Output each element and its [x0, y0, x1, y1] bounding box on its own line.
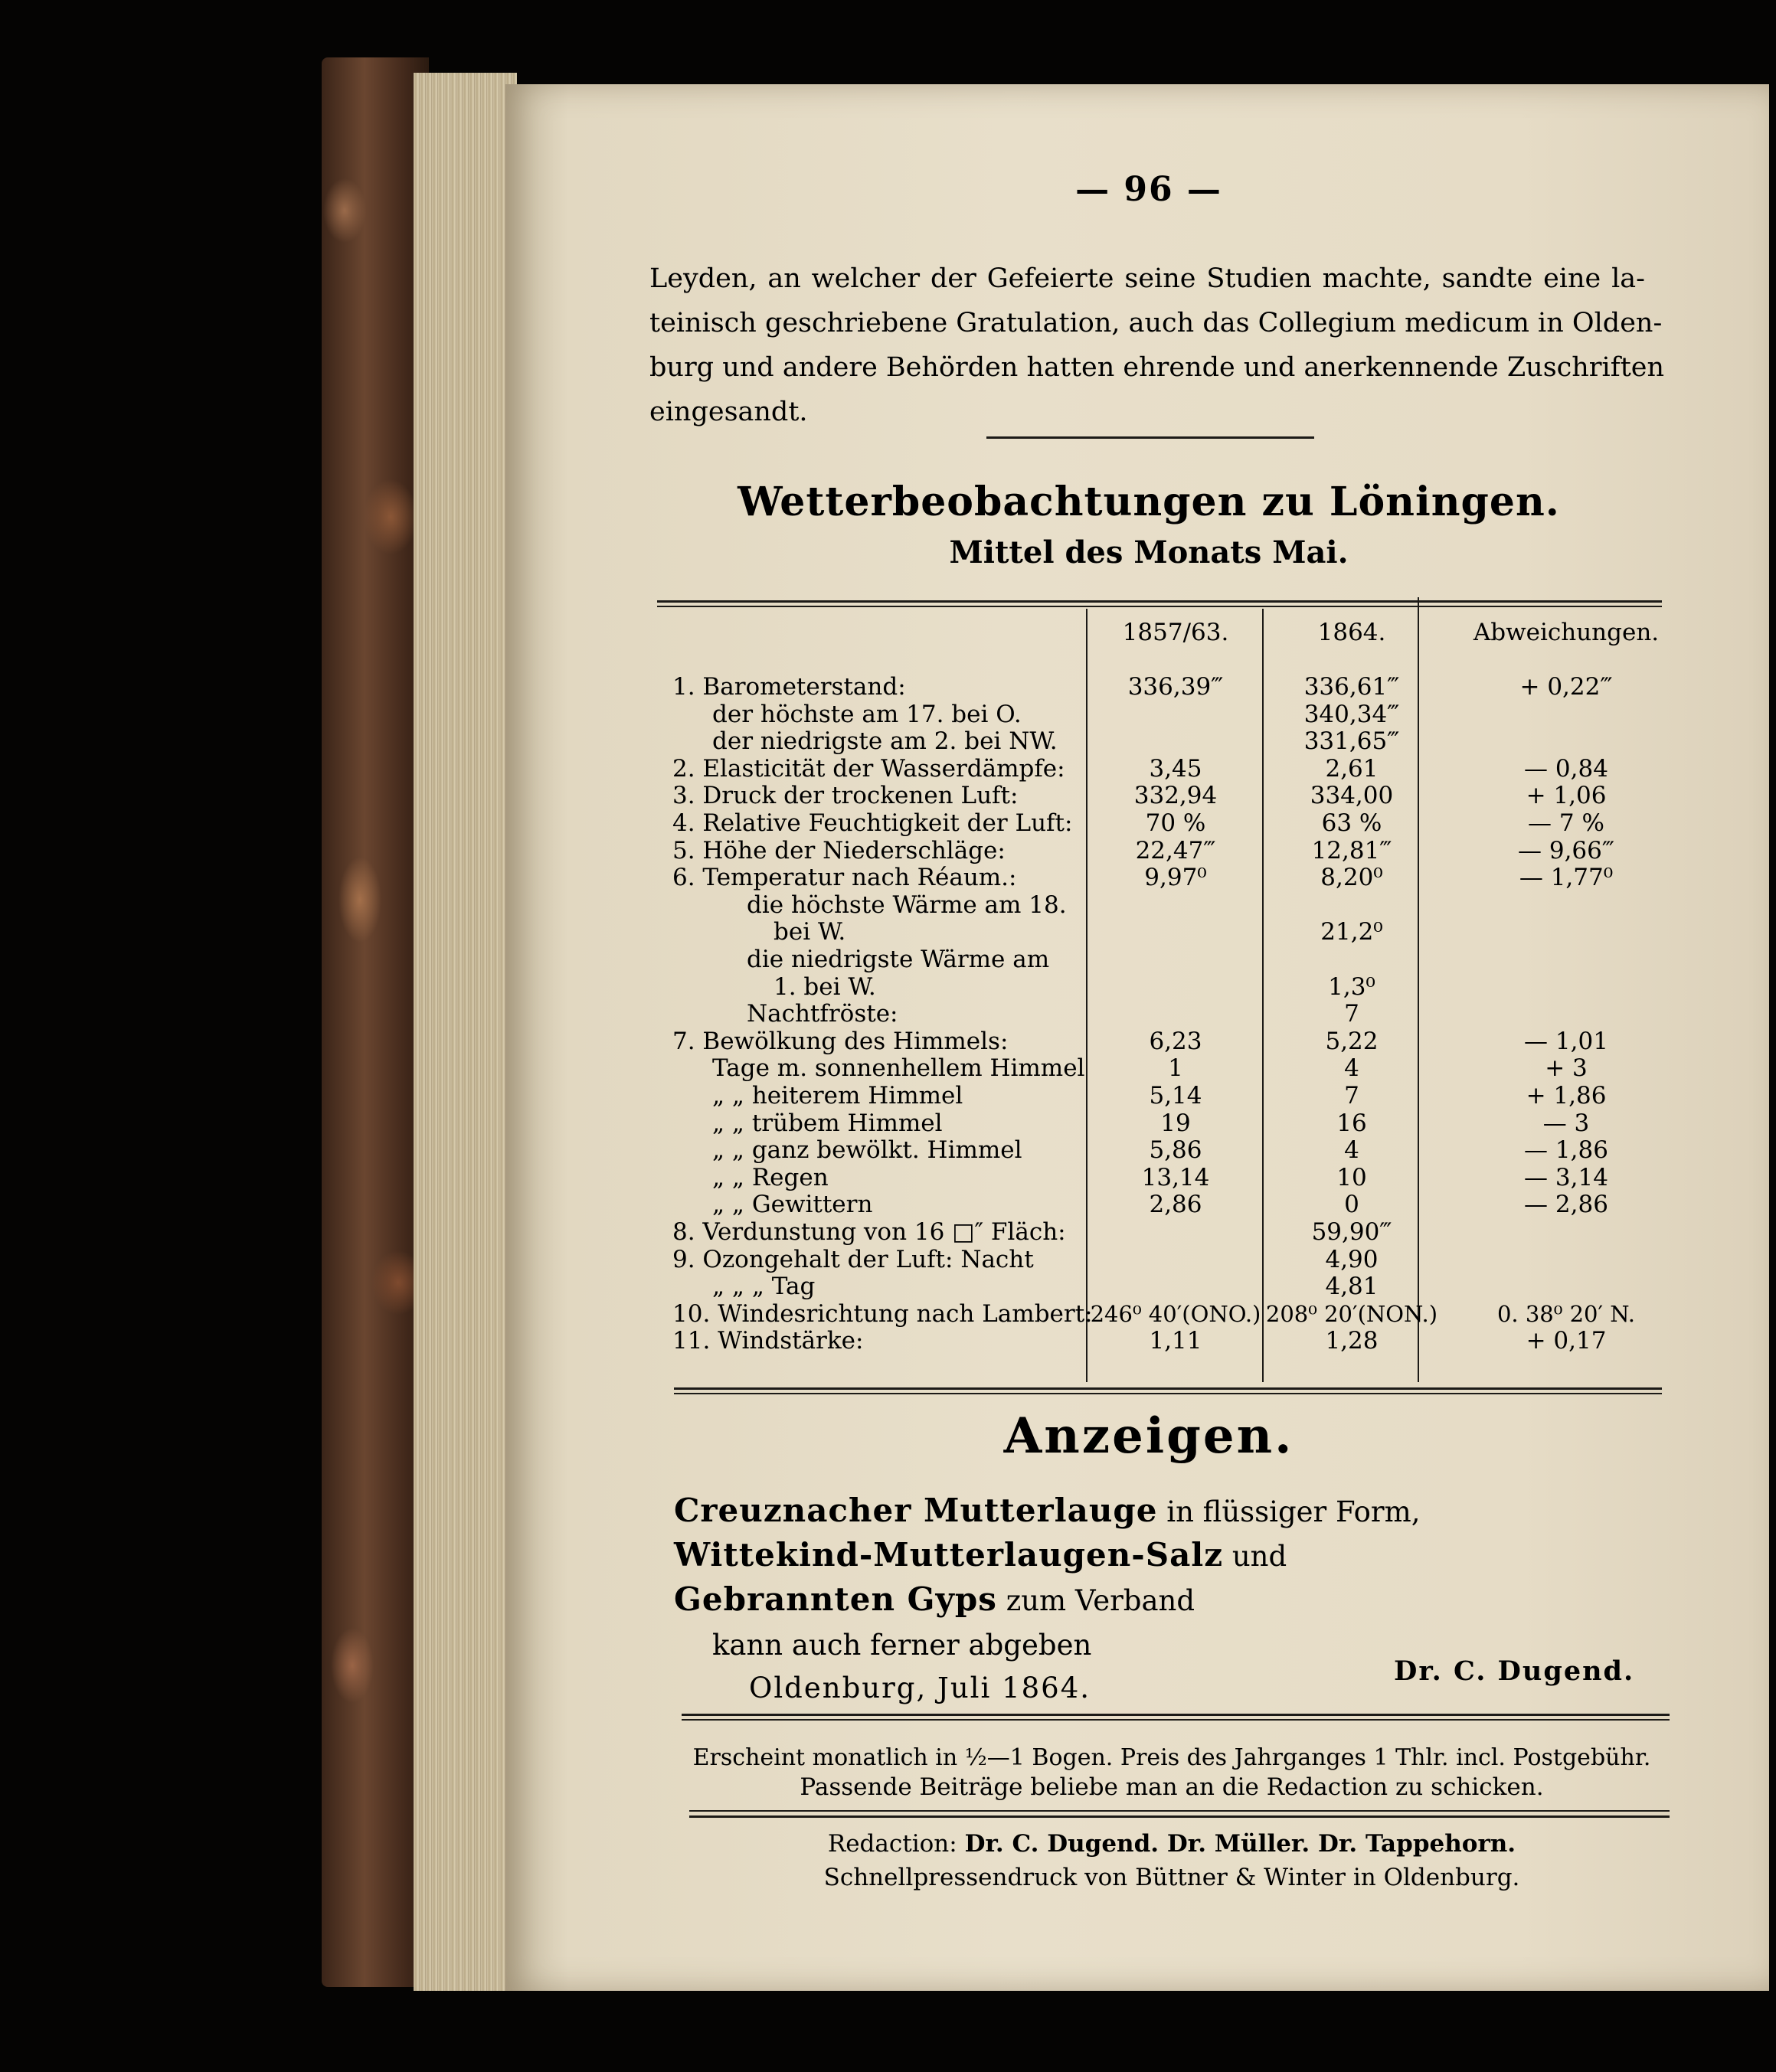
value-1857-63: 5,86	[1149, 1136, 1202, 1165]
book-spine	[322, 57, 429, 1987]
value-1864: 10	[1336, 1163, 1367, 1191]
ad-text: und	[1223, 1540, 1287, 1573]
redaction-label: Redaction:	[827, 1830, 957, 1858]
value-1864: 59,90‴	[1311, 1218, 1392, 1246]
row-label: 9. Ozongehalt der Luft: Nacht	[672, 1245, 1034, 1273]
value-deviation: — 1,86	[1524, 1136, 1608, 1165]
row-label: „ „ trübem Himmel	[712, 1109, 943, 1137]
value-1864: 334,00	[1310, 782, 1394, 810]
footer-contributions: Passende Beiträge beliebe man an die Redaction zu schicken.	[800, 1773, 1544, 1801]
value-deviation: — 9,66‴	[1518, 836, 1614, 864]
value-1864: 336,61‴	[1303, 673, 1400, 701]
value-1857-63: 332,94	[1133, 782, 1218, 810]
value-1864: 1,28	[1325, 1327, 1379, 1355]
ad-product: Gebrannten Gyps	[674, 1580, 997, 1618]
row-label: 8. Verdunstung von 16 □″ Fläch:	[672, 1218, 1066, 1246]
value-deviation: — 0,84	[1524, 754, 1608, 783]
table-column-divider	[1086, 609, 1088, 1382]
ad-product: Creuznacher Mutterlauge	[674, 1492, 1158, 1529]
value-1864: 63 %	[1321, 809, 1382, 837]
value-deviation: — 3,14	[1524, 1163, 1608, 1191]
value-1864: 4	[1344, 1136, 1359, 1165]
value-deviation: — 2,86	[1524, 1191, 1608, 1219]
column-header-abweichungen: Abweichungen.	[1473, 619, 1660, 646]
ad-text: in flüssiger Form,	[1157, 1495, 1421, 1528]
ad-line	[674, 1580, 1195, 1618]
ad-line	[674, 1492, 1420, 1529]
paragraph-line: teinisch geschriebene Gratulation, auch das Collegium medicum in Olden-	[649, 308, 1663, 338]
value-1864: 340,34‴	[1303, 700, 1400, 728]
row-label: 7. Bewölkung des Himmels:	[672, 1027, 1009, 1055]
row-label: die höchste Wärme am 18.	[747, 891, 1067, 919]
row-label: 2. Elasticität der Wasserdämpfe:	[672, 754, 1065, 783]
row-label: 6. Temperatur nach Réaum.:	[672, 864, 1017, 892]
table-bottom-rule	[674, 1387, 1662, 1390]
ad-text: Oldenburg, Juli 1864.	[749, 1672, 1091, 1704]
section-divider	[986, 436, 1314, 439]
value-1857-63: 3,45	[1149, 754, 1202, 783]
row-label: 3. Druck der trockenen Luft:	[672, 782, 1019, 810]
paragraph-line: eingesandt.	[649, 397, 808, 427]
row-label: der niedrigste am 2. bei NW.	[712, 727, 1058, 756]
row-label: 11. Windstärke:	[672, 1327, 864, 1355]
value-1864: 0	[1344, 1191, 1359, 1219]
page-number: — 96 —	[1075, 170, 1222, 209]
value-deviation: + 1,86	[1526, 1082, 1607, 1110]
ad-line	[749, 1668, 1091, 1705]
ad-text: zum Verband	[996, 1584, 1195, 1617]
row-label: 1. bei W.	[774, 972, 876, 1001]
footer-redaction	[674, 1830, 1670, 1858]
row-label: „ „ Regen	[712, 1163, 829, 1191]
weather-title: Wetterbeobachtungen zu Löningen.	[738, 479, 1560, 525]
value-1857-63: 22,47‴	[1135, 836, 1216, 864]
value-deviation: 0. 38⁰ 20′ N.	[1496, 1300, 1636, 1327]
value-deviation: — 3	[1542, 1109, 1590, 1137]
value-1857-63: 336,39‴	[1127, 673, 1224, 701]
footer-rule-4	[689, 1815, 1670, 1818]
footer-subscription: Erscheint monatlich in ½—1 Bogen. Preis des Jahrganges 1 Thlr. incl. Postgebühr.	[692, 1744, 1651, 1771]
value-deviation: — 1,77⁰	[1519, 864, 1614, 892]
value-1864: 8,20⁰	[1320, 864, 1383, 892]
row-label: die niedrigste Wärme am	[747, 946, 1050, 973]
column-header-1857-63: 1857/63.	[1122, 619, 1229, 646]
column-header-1864: 1864.	[1317, 619, 1386, 646]
value-1864: 4,90	[1325, 1245, 1379, 1273]
row-label: Nachtfröste:	[747, 1000, 898, 1028]
value-1864: 12,81‴	[1311, 836, 1392, 864]
value-deviation: + 0,22‴	[1519, 673, 1613, 701]
footer-printer: Schnellpressendruck von Büttner & Winter in Oldenburg.	[823, 1864, 1520, 1891]
value-1857-63: 6,23	[1149, 1027, 1202, 1055]
value-1857-63: 5,14	[1149, 1082, 1202, 1110]
footer-rule-2	[682, 1719, 1670, 1721]
value-1857-63: 13,14	[1141, 1163, 1210, 1191]
intro-paragraph	[649, 257, 1665, 434]
row-label: „ „ ganz bewölkt. Himmel	[712, 1136, 1022, 1165]
row-label: 5. Höhe der Niederschläge:	[672, 836, 1006, 864]
row-label: „ „ heiterem Himmel	[712, 1082, 963, 1110]
value-1857-63: 70 %	[1145, 809, 1206, 837]
value-1864: 4	[1344, 1054, 1359, 1083]
value-1864: 5,22	[1325, 1027, 1379, 1055]
value-1864: 7	[1344, 1082, 1359, 1110]
value-1857-63: 19	[1160, 1109, 1191, 1137]
row-label: 4. Relative Feuchtigkeit der Luft:	[672, 809, 1073, 837]
value-1864: 1,3⁰	[1328, 972, 1375, 1001]
value-1864: 4,81	[1325, 1273, 1379, 1301]
value-1864: 16	[1336, 1109, 1367, 1137]
value-1864: 331,65‴	[1303, 727, 1400, 756]
ads-title: Anzeigen.	[1003, 1407, 1294, 1465]
ad-line	[712, 1625, 1091, 1662]
row-label: 1. Barometerstand:	[672, 673, 906, 701]
value-1857-63: 1	[1168, 1054, 1183, 1083]
row-label: der höchste am 17. bei O.	[712, 700, 1022, 728]
row-label: „ „ Gewittern	[712, 1191, 873, 1219]
paragraph-line: burg und andere Behörden hatten ehrende und anerkennende Zuschriften	[649, 352, 1665, 383]
value-1857-63: 9,97⁰	[1144, 864, 1207, 892]
ad-line	[674, 1536, 1287, 1574]
value-1857-63: 2,86	[1149, 1191, 1202, 1219]
table-bottom-rule-2	[674, 1393, 1662, 1394]
ad-text: kann auch ferner abgeben	[712, 1629, 1092, 1662]
value-1857-63: 1,11	[1149, 1327, 1202, 1355]
redaction-names: Dr. C. Dugend. Dr. Müller. Dr. Tappehorn.	[964, 1830, 1516, 1858]
row-label: bei W.	[774, 918, 846, 946]
ad-signature: Dr. C. Dugend.	[1394, 1655, 1635, 1687]
footer-rule-3	[689, 1810, 1670, 1812]
value-deviation: + 0,17	[1526, 1327, 1607, 1355]
value-deviation: + 3	[1545, 1054, 1588, 1083]
value-1864: 2,61	[1325, 754, 1379, 783]
weather-subtitle: Mittel des Monats Mai.	[949, 534, 1349, 570]
table-top-rule-2	[657, 606, 1662, 607]
table-top-rule	[657, 600, 1662, 603]
ad-product: Wittekind-Mutterlaugen-Salz	[674, 1536, 1224, 1574]
value-1857-63: 246⁰ 40′(ONO.)	[1090, 1300, 1261, 1327]
value-deviation: + 1,06	[1526, 782, 1607, 810]
paragraph-line: Leyden, an welcher der Gefeierte seine Studien machte, sandte eine la-	[649, 263, 1645, 294]
value-1864: 7	[1344, 1000, 1359, 1028]
value-1864: 208⁰ 20′(NON.)	[1265, 1300, 1438, 1327]
row-label: „ „ „ Tag	[712, 1273, 816, 1301]
row-label: 10. Windesrichtung nach Lambert:	[672, 1299, 1093, 1328]
page-edges	[414, 73, 517, 1991]
value-deviation: — 7 %	[1528, 809, 1604, 837]
value-deviation: — 1,01	[1524, 1027, 1608, 1055]
row-label: Tage m. sonnenhellem Himmel	[712, 1054, 1085, 1083]
value-1864: 21,2⁰	[1320, 918, 1383, 946]
footer-rule	[682, 1714, 1670, 1716]
